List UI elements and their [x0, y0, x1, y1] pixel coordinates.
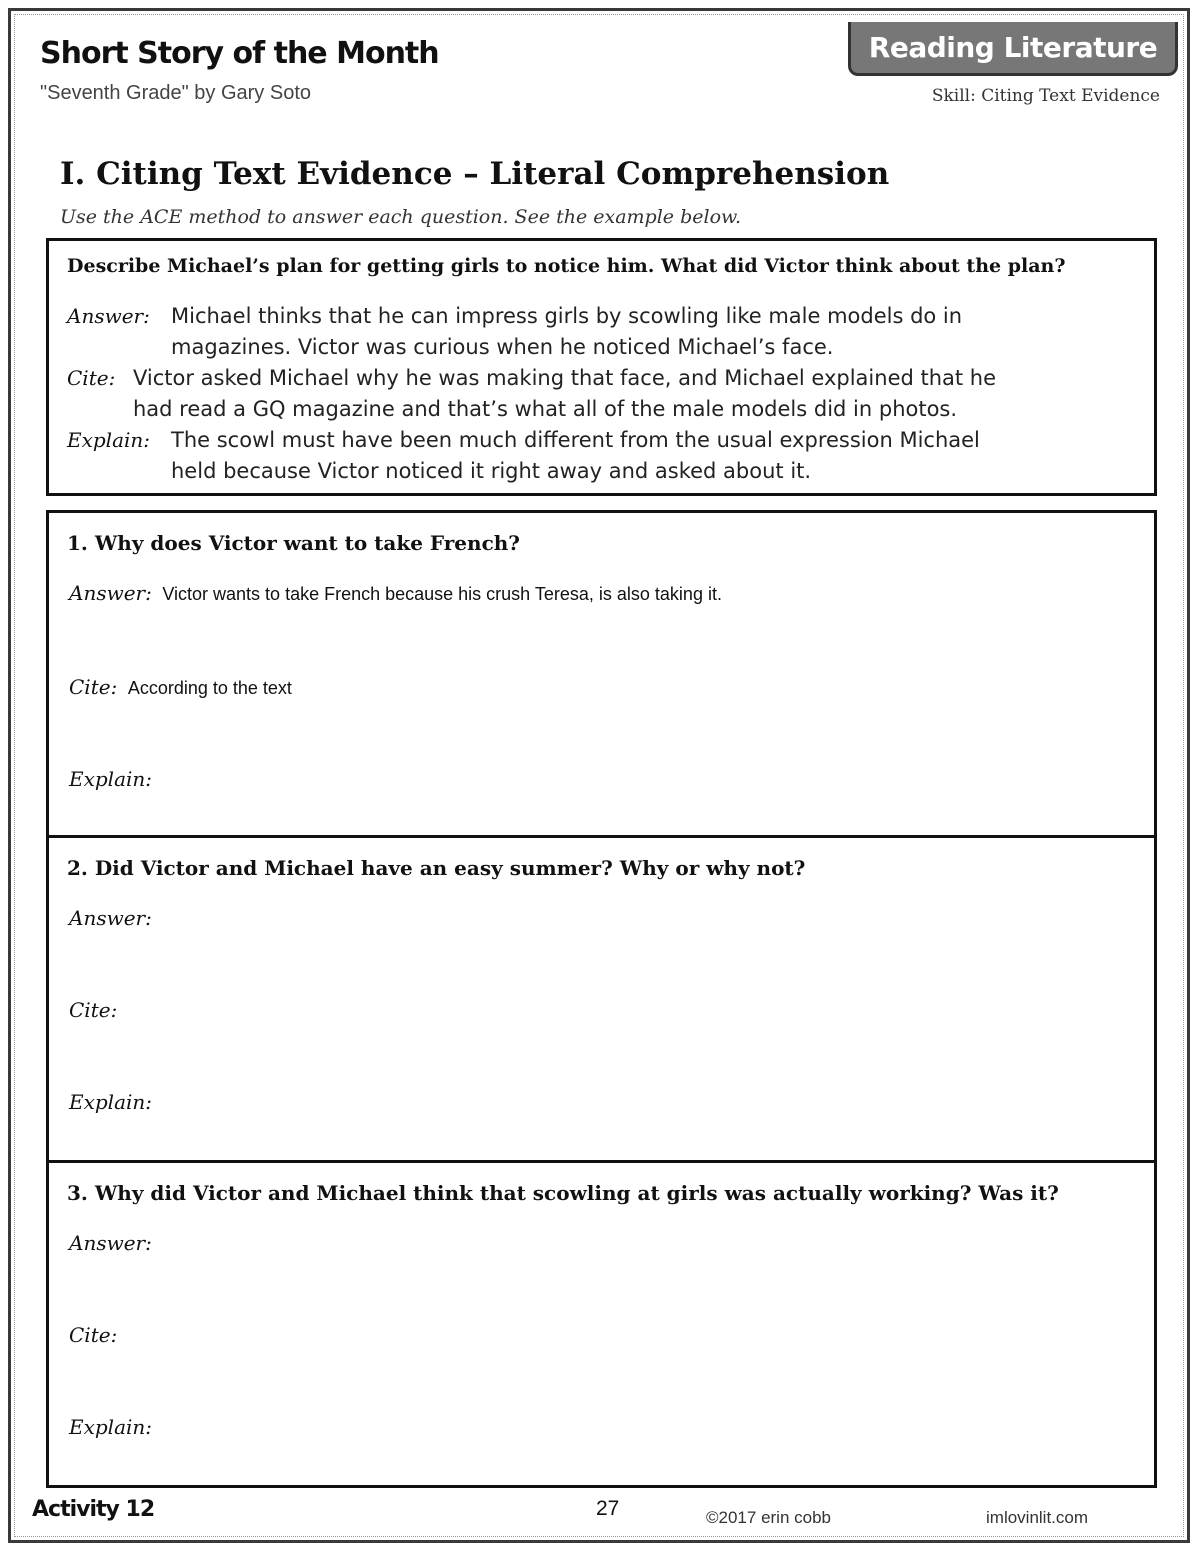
cite-label: Cite: — [69, 998, 118, 1022]
question-1-explain[interactable] — [69, 767, 158, 791]
question-box-3 — [46, 1160, 1157, 1488]
question-2-title: 2. Did Victor and Michael have an easy summer? Why or why not? — [67, 856, 806, 880]
example-answer-label: Answer: — [67, 304, 150, 328]
example-cite — [67, 363, 1127, 425]
question-3-answer[interactable] — [69, 1231, 158, 1255]
copyright: ©2017 erin cobb — [706, 1508, 832, 1527]
cite-field[interactable]: According to the text — [127, 678, 292, 698]
answer-label: Answer: — [69, 906, 152, 930]
question-2-answer[interactable] — [69, 906, 158, 930]
example-explain — [67, 425, 1127, 487]
website: imlovinlit.com — [986, 1508, 1089, 1527]
question-1-answer[interactable] — [69, 581, 722, 605]
page-number: 27 — [596, 1497, 620, 1520]
example-box — [46, 238, 1157, 496]
question-2-cite[interactable] — [69, 998, 123, 1022]
example-answer-line2: magazines. Victor was curious when he noticed Michael’s face. — [171, 335, 834, 359]
example-cite-label: Cite: — [67, 366, 116, 390]
cite-label: Cite: — [69, 1323, 118, 1347]
example-cite-line1: Victor asked Michael why he was making that face, and Michael explained that he — [133, 366, 997, 390]
answer-label: Answer: — [69, 581, 152, 605]
question-3-explain[interactable] — [69, 1415, 158, 1439]
cite-label: Cite: — [69, 675, 118, 699]
question-box-1 — [46, 510, 1157, 838]
question-box-2 — [46, 835, 1157, 1163]
answer-field[interactable]: Victor wants to take French because his crush Teresa, is also taking it. — [162, 584, 722, 604]
answer-label: Answer: — [69, 1231, 152, 1255]
example-cite-line2: had read a GQ magazine and that’s what all of the male models did in photos. — [133, 397, 958, 421]
example-explain-label: Explain: — [67, 428, 151, 452]
question-1-title: 1. Why does Victor want to take French? — [67, 531, 521, 555]
question-3-cite[interactable] — [69, 1323, 123, 1347]
example-answer-line1: Michael thinks that he can impress girls by scowling like male models do in — [171, 304, 963, 328]
example-question: Describe Michael’s plan for getting girls to notice him. What did Victor think about the plan? — [67, 255, 1066, 277]
explain-label: Explain: — [69, 767, 153, 791]
skill-label: Skill: Citing Text Evidence — [931, 86, 1160, 106]
reading-literature-tab — [848, 22, 1178, 76]
question-3-title: 3. Why did Victor and Michael think that scowling at girls was actually working? Was it? — [67, 1181, 1059, 1205]
example-explain-line2: held because Victor noticed it right away and asked about it. — [171, 459, 812, 483]
explain-label: Explain: — [69, 1415, 153, 1439]
activity-label: Activity 12 — [32, 1497, 155, 1522]
story-subtitle: "Seventh Grade" by Gary Soto — [40, 82, 312, 104]
example-explain-line1: The scowl must have been much different from the usual expression Michael — [171, 428, 980, 452]
tab-label: Reading Literature — [868, 31, 1158, 64]
section-title: I. Citing Text Evidence – Literal Comprehension — [60, 156, 890, 192]
story-title: Short Story of the Month — [40, 36, 439, 71]
explain-label: Explain: — [69, 1090, 153, 1114]
example-answer — [67, 301, 1127, 363]
question-2-explain[interactable] — [69, 1090, 158, 1114]
instructions: Use the ACE method to answer each question. See the example below. — [60, 206, 742, 228]
question-1-cite[interactable] — [69, 675, 292, 699]
